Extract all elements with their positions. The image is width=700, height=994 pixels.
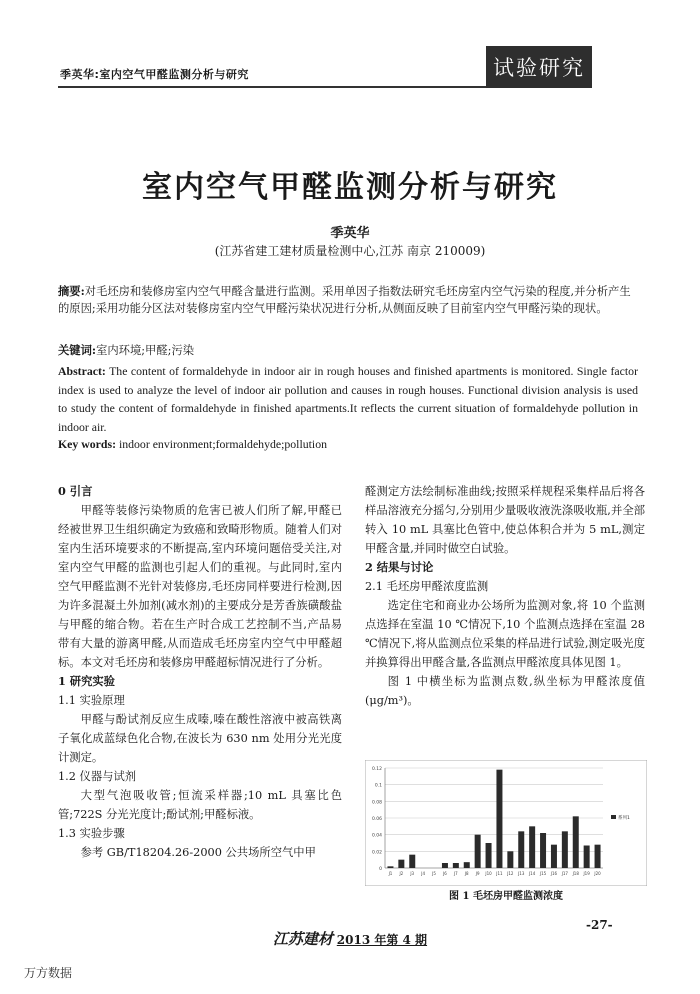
- x-tick-label: J15: [539, 871, 547, 876]
- keywords-cn-label: 关键词:: [58, 343, 97, 357]
- y-tick-label: 0: [379, 867, 382, 872]
- bar: [496, 770, 502, 868]
- x-tick-label: J4: [421, 871, 426, 876]
- journal-name: 江苏建材: [272, 930, 333, 948]
- x-tick-label: J13: [518, 871, 525, 876]
- journal-issue: 2013 年第 4 期: [336, 933, 428, 947]
- keywords-en-text: indoor environment;formaldehyde;pollution: [116, 437, 327, 451]
- y-tick-label: 0.02: [371, 850, 382, 856]
- x-tick-label: J6: [443, 871, 447, 876]
- subsection-heading: 1.1 实验原理: [58, 694, 125, 707]
- abstract-en-text: The content of formaldehyde in indoor air in rough houses and finished apartments is monitored. Single factor index is used to analyze the level of indoor air pollution and causes in rough houses. Functional division analysis is used to study the content of formaldehyde in finished apartments.It reflects the current situation of formaldehyde pollution in indoor air.: [58, 364, 638, 434]
- y-tick-label: 0.06: [371, 817, 382, 822]
- running-title: 季英华:室内空气甲醛监测分析与研究: [60, 68, 249, 81]
- section-heading: 1 研究实验: [58, 674, 115, 688]
- watermark: 万方数据: [24, 966, 73, 980]
- x-tick-label: J7: [453, 871, 458, 876]
- abstract-en: [58, 362, 638, 436]
- chart-frame: [365, 760, 647, 886]
- x-tick-label: J3: [410, 871, 415, 876]
- x-tick-label: J19: [583, 871, 590, 876]
- keywords-en-label: Key words:: [58, 437, 116, 451]
- x-tick-label: J12: [507, 871, 514, 876]
- bar: [540, 833, 546, 868]
- x-tick-label: J8: [464, 871, 469, 876]
- x-tick-label: J5: [432, 871, 436, 876]
- bar: [486, 843, 492, 868]
- x-tick-label: J18: [572, 871, 579, 876]
- x-tick-label: J20: [594, 871, 601, 876]
- keywords-cn-text: 室内环境;甲醛;污染: [96, 344, 195, 357]
- x-tick-label: J11: [496, 871, 503, 876]
- bar: [475, 835, 481, 868]
- bar: [442, 863, 448, 868]
- x-tick-label: J2: [399, 871, 404, 876]
- abstract-cn-text: 对毛坯房和装修房室内空气甲醛含量进行监测。采用单因子指数法研究毛坯房室内空气污染的程度,并分析产生的原因;采用功能分区法对装修房室内空气甲醛污染状况进行分析,从侧面反映了目前室内空气甲醛污染的现状。: [58, 285, 631, 315]
- paragraph: 醛测定方法绘制标准曲线;按照采样规程采集样品后将各样品溶液充分摇匀,分别用少量吸收液洗涤吸收瓶,并全部转入 10 mL 具塞比色管中,使总体积合并为 5 mL,测定甲醛含量,并同时做空白试验。: [365, 485, 645, 555]
- bar: [398, 860, 404, 868]
- subsection-heading: 2.1 毛坯房甲醛浓度监测: [365, 580, 489, 593]
- legend-label: 系列1: [618, 816, 630, 821]
- bar: [551, 845, 557, 868]
- bar: [595, 845, 601, 868]
- paragraph: 选定住宅和商业办公场所为监测对象,将 10 个监测点选择在室温 10 ℃情况下,10 个监测点选择在室温 28 ℃情况下,将从监测点位采集的样品进行试验,测定吸光度并换算得出甲醛含量,各监测点甲醛浓度具体见图 1。: [365, 599, 645, 669]
- y-tick-label: 0.12: [371, 767, 382, 772]
- figure-1-chart: [365, 760, 647, 886]
- section-heading: 2 结果与讨论: [365, 560, 434, 574]
- bar: [529, 826, 535, 868]
- paragraph: 参考 GB/T18204.26-2000 公共场所空气中甲: [80, 846, 316, 859]
- author: 季英华: [330, 226, 370, 241]
- journal-footer: [0, 928, 700, 949]
- page-number: -27-: [586, 918, 613, 932]
- x-tick-label: J9: [475, 871, 480, 876]
- section-heading: 0 引言: [58, 484, 93, 498]
- bar: [464, 862, 470, 868]
- paragraph: 图 1 中横坐标为监测点数,纵坐标为甲醛浓度值(μg/m³)。: [365, 675, 645, 707]
- abstract-en-label: Abstract:: [58, 364, 106, 378]
- figure-caption: 图 1 毛坯房甲醛监测浓度: [449, 891, 563, 902]
- legend-swatch: [611, 815, 616, 819]
- bar: [507, 851, 513, 868]
- x-tick-label: J1: [388, 871, 393, 876]
- x-tick-label: J17: [561, 871, 568, 876]
- abstract-cn-label: 摘要:: [58, 284, 85, 298]
- y-tick-label: 0.08: [371, 800, 382, 806]
- bar: [453, 863, 459, 868]
- bar: [562, 831, 568, 868]
- x-tick-label: J14: [529, 871, 536, 876]
- right-column: [365, 482, 645, 710]
- affiliation: (江苏省建工建材质量检测中心,江苏 南京 210009): [214, 244, 486, 258]
- paragraph: 甲醛等装修污染物质的危害已被人们所了解,甲醛已经被世界卫生组织确定为致癌和致畸形物质。随着人们对室内生活环境要求的不断提高,室内环境问题倍受关注,对室内空气甲醛的监测也引起人们的重视。与此同时,室内空气甲醛监测不光针对装修房,毛坯房同样要进行检测,因为许多混凝土外加剂(减水剂)的主要成分是芳香族磺酸盐与甲醛的缩合物。若在生产时合成工艺控制不当,产品易带有大量的游离甲醛,从而造成毛坯房室内空气中甲醛超标。本文对毛坯房和装修房甲醛超标情况进行了分析。: [58, 504, 342, 669]
- paragraph: 大型气泡吸收管;恒流采样器;10 mL 具塞比色管;722S 分光光度计;酚试剂;甲醛标液。: [58, 789, 342, 821]
- bar: [518, 831, 524, 868]
- subsection-heading: 1.3 实验步骤: [58, 827, 125, 840]
- bar: [573, 816, 579, 868]
- x-tick-label: J10: [485, 871, 492, 876]
- header-rule: [58, 86, 486, 88]
- bar: [409, 855, 415, 868]
- subsection-heading: 1.2 仪器与试剂: [58, 770, 137, 783]
- abstract-cn: [58, 283, 638, 317]
- bar: [387, 866, 393, 868]
- keywords-en: [58, 437, 638, 452]
- y-tick-label: 0.04: [371, 833, 382, 839]
- y-tick-label: 0.1: [374, 783, 382, 789]
- paragraph: 甲醛与酚试剂反应生成嗪,嗪在酸性溶液中被高铁离子氧化成蓝绿色化合物,在波长为 630 nm 处用分光光度计测定。: [58, 713, 342, 764]
- x-tick-label: J16: [550, 871, 558, 876]
- keywords-cn: [58, 342, 638, 358]
- paper-title: 室内空气甲醛监测分析与研究: [142, 170, 558, 205]
- left-column: [58, 482, 342, 862]
- section-badge: 试验研究: [486, 46, 592, 88]
- bar: [584, 846, 590, 869]
